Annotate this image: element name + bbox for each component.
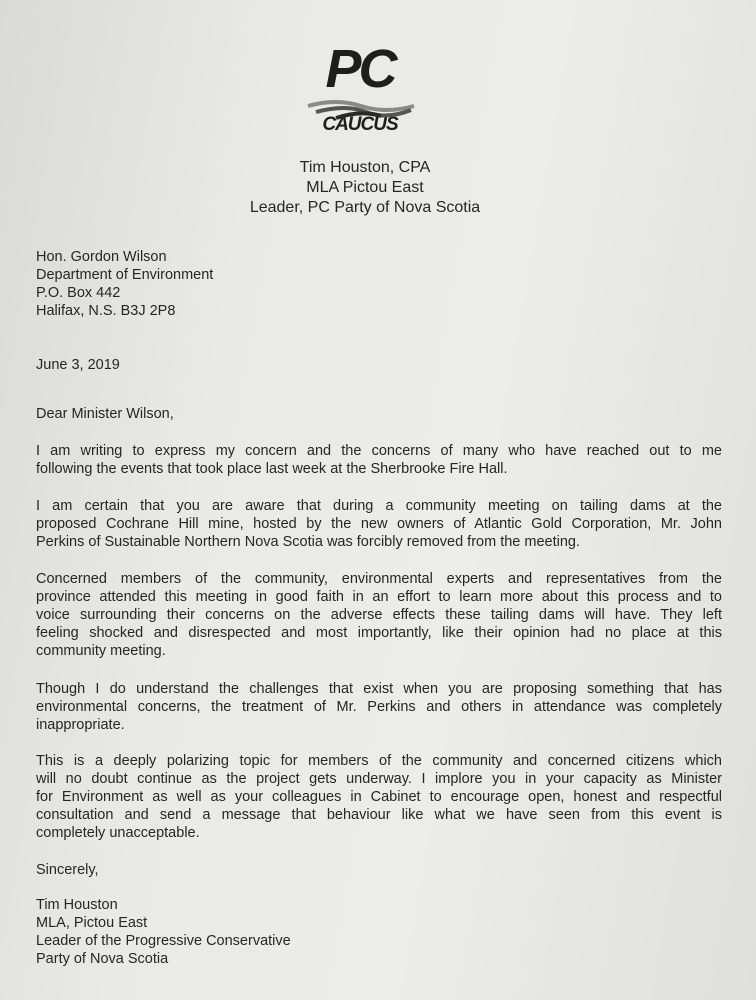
text-line: province attended this meeting in good faith in an effort to learn more about this process and to xyxy=(36,589,722,605)
signature-block xyxy=(36,896,291,968)
sender-role: Leader, PC Party of Nova Scotia xyxy=(249,199,481,216)
recipient-line: Hon. Gordon Wilson xyxy=(36,249,167,265)
text-line: inappropriate. xyxy=(36,717,125,733)
closing: Sincerely, xyxy=(36,862,99,878)
signature-line: MLA, Pictou East xyxy=(36,915,148,931)
pc-caucus-logo xyxy=(300,39,420,136)
recipient-line: Department of Environment xyxy=(36,267,214,283)
paragraph-4 xyxy=(36,680,722,734)
text-line: will no doubt continue as the project gets underway. I implore you in your capacity as Minister xyxy=(36,771,722,787)
recipient-line: P.O. Box 442 xyxy=(36,285,121,301)
salutation: Dear Minister Wilson, xyxy=(36,406,174,422)
logo-caucus-text: CAUCUS xyxy=(322,114,398,135)
text-line: completely unacceptable. xyxy=(36,825,200,841)
recipient-address xyxy=(36,248,213,320)
sender-title: MLA Pictou East xyxy=(306,179,424,196)
wave-logo-icon xyxy=(306,96,416,122)
signature-line: Leader of the Progressive Conservative xyxy=(36,933,291,949)
text-line: Perkins of Sustainable Northern Nova Scotia was forcibly removed from the meeting. xyxy=(36,534,580,550)
text-line: environmental concerns, the treatment of Mr. Perkins and others in attendance was completely xyxy=(36,699,722,715)
text-line: This is a deeply polarizing topic for members of the community and concerned citizens which xyxy=(36,753,722,769)
text-line: I am certain that you are aware that during a community meeting on tailing dams at the xyxy=(36,498,722,514)
signature-line: Party of Nova Scotia xyxy=(36,951,169,967)
text-line: following the events that took place last week at the Sherbrooke Fire Hall. xyxy=(36,461,508,477)
paragraph-1 xyxy=(36,442,722,478)
paragraph-3 xyxy=(36,570,722,660)
text-line: community meeting. xyxy=(36,643,166,659)
recipient-line: Halifax, N.S. B3J 2P8 xyxy=(36,303,176,319)
text-line: Concerned members of the community, environmental experts and representatives from the xyxy=(36,571,722,587)
paragraph-2 xyxy=(36,497,722,551)
text-line: proposed Cochrane Hill mine, hosted by the new owners of Atlantic Gold Corporation, Mr. John xyxy=(36,516,722,532)
letter-date: June 3, 2019 xyxy=(36,357,120,373)
text-line: voice surrounding their concerns on the adverse effects these tailing dams will have. They left xyxy=(36,607,722,623)
paragraph-5 xyxy=(36,752,722,842)
text-line: I am writing to express my concern and the concerns of many who have reached out to me xyxy=(36,443,722,459)
sender-name: Tim Houston, CPA xyxy=(299,159,431,176)
text-line: feeling shocked and disrespected and most importantly, like their opinion had no place at this xyxy=(36,625,722,641)
text-line: Though I do understand the challenges that exist when you are proposing something that has xyxy=(36,681,722,697)
text-line: consultation and send a message that behaviour like what we have seen from this event is xyxy=(36,807,722,823)
text-line: for Environment as well as your colleagues in Cabinet to encourage open, honest and respectful xyxy=(36,789,722,805)
logo-pc-text: PC xyxy=(325,39,395,99)
sender-info xyxy=(200,158,530,218)
signature-line: Tim Houston xyxy=(36,897,118,913)
